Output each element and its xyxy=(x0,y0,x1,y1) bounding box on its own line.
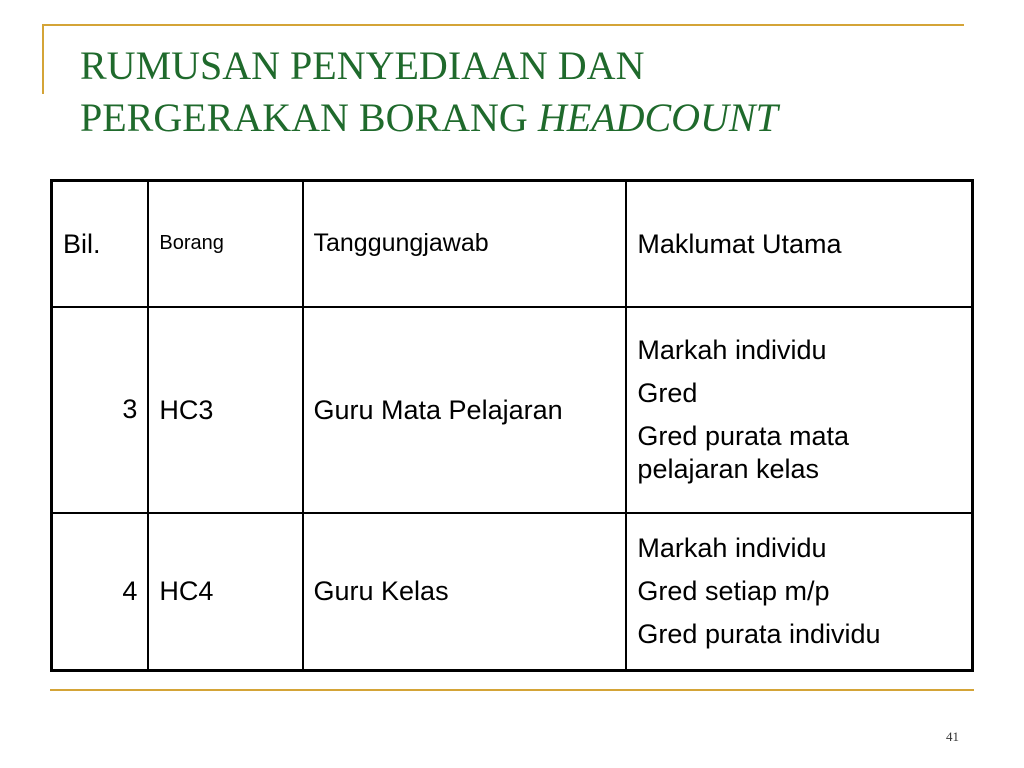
cell-maklumat xyxy=(626,307,972,513)
list-item: Gred xyxy=(637,377,698,408)
list-item: Markah individu xyxy=(637,334,827,365)
bottom-accent-rule xyxy=(50,689,974,691)
table-row xyxy=(52,307,973,513)
header-borang: Borang xyxy=(148,181,302,307)
cell-borang: HC3 xyxy=(148,307,302,513)
cell-borang: HC4 xyxy=(148,513,302,671)
header-bil: Bil. xyxy=(52,181,149,307)
cell-tanggungjawab: Guru Mata Pelajaran xyxy=(303,307,627,513)
table-header-row xyxy=(52,181,973,307)
header-maklumat-utama: Maklumat Utama xyxy=(626,181,972,307)
cell-bil: 3 xyxy=(52,307,149,513)
list-item: Gred purata individu xyxy=(637,618,881,649)
slide-title xyxy=(80,40,778,144)
page-number: 41 xyxy=(946,729,959,744)
cell-tanggungjawab: Guru Kelas xyxy=(303,513,627,671)
maklumat-list xyxy=(637,334,961,486)
top-accent-rule xyxy=(42,24,964,26)
list-item: Markah individu xyxy=(637,532,827,563)
maklumat-list xyxy=(637,532,961,651)
title-line-1: RUMUSAN PENYEDIAAN DAN xyxy=(80,43,645,88)
header-tanggungjawab: Tanggungjawab xyxy=(303,181,627,307)
cell-maklumat xyxy=(626,513,972,671)
title-line-2-plain: PERGERAKAN BORANG xyxy=(80,95,528,140)
headcount-table xyxy=(50,179,974,672)
title-line-2 xyxy=(80,92,778,144)
list-item: Gred setiap m/p xyxy=(637,575,830,606)
left-accent-rule xyxy=(42,24,44,94)
list-item: Gred purata mata pelajaran kelas xyxy=(637,420,850,484)
cell-bil: 4 xyxy=(52,513,149,671)
title-line-2-italic: HEADCOUNT xyxy=(537,95,778,140)
table-row xyxy=(52,513,973,671)
